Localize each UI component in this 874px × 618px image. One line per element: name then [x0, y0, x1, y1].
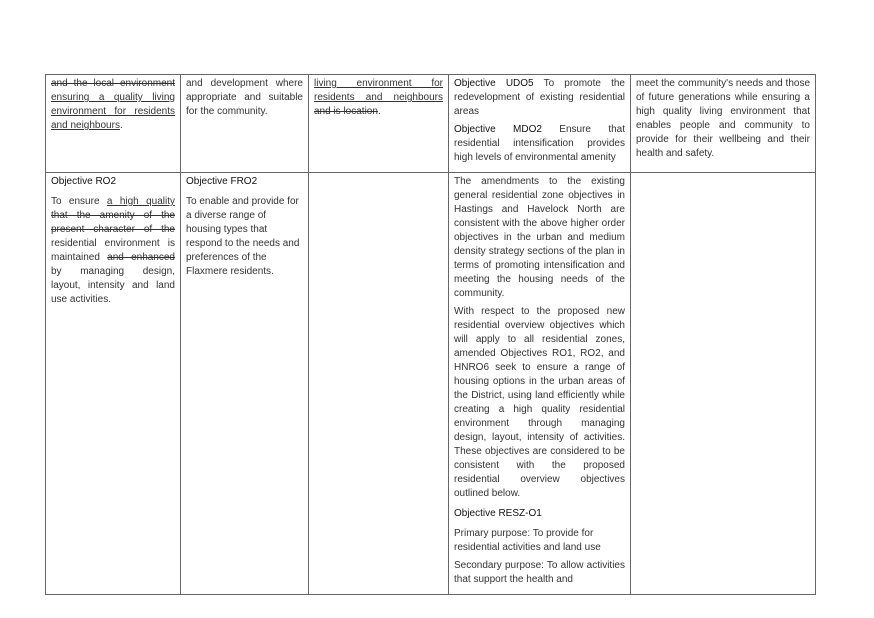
paragraph: With respect to the proposed new residential overview objectives which will apply to all residential zones, amended Objectives RO1, RO2, and HNRO6 seek to ensure a range of housing options in the urban areas of the District, using land efficiently while creating a high quality residential environment through managing design, layout, intensity of activities. These objectives are considered to be consistent with the proposed residential overview objectives outlined below.	[454, 306, 625, 499]
table-row	[46, 173, 816, 595]
objective-text: To promote the redevelopment of existing residential areas	[454, 78, 625, 117]
cell-text: and development where appropriate and suitable for the community.	[186, 78, 303, 117]
objective-body: To enable and provide for a diverse range of housing types that respond to the needs and preferences of the Flaxmere residents.	[186, 196, 300, 277]
inserted-text: living environment for residents and neighbours	[314, 78, 443, 103]
body-text: by managing design, layout, intensity and land use activities.	[51, 266, 175, 305]
body-text: To ensure	[51, 196, 100, 207]
objective-heading: Objective RO2	[51, 176, 117, 187]
objective-heading: Objective FRO2	[186, 176, 258, 187]
table-cell	[181, 75, 309, 173]
body-text: residential environment is maintained	[51, 238, 175, 263]
table-cell	[46, 173, 181, 595]
objective-heading: Objective RESZ-O1	[454, 508, 542, 519]
objectives-table	[45, 74, 816, 595]
trailing-text: .	[119, 120, 123, 131]
table-cell	[46, 75, 181, 173]
objective-heading: Objective MDO2	[454, 124, 542, 135]
table-cell	[181, 173, 309, 595]
struck-text: and enhanced	[107, 252, 175, 263]
objective-text: Ensure that residential intensification provides high levels of environmental amenity	[454, 124, 626, 163]
table-row	[46, 75, 816, 173]
paragraph: Primary purpose: To provide for residential activities and land use	[454, 528, 601, 553]
paragraph: Secondary purpose: To allow activities that support the health and	[454, 560, 625, 585]
objective-body	[51, 195, 175, 307]
paragraph: The amendments to the existing general residential zone objectives in Hastings and Havelock North are consistent with the above higher order objectives in the urban and medium density strategy sections of the plan in terms of promoting intensification and meeting the housing needs of the community.	[454, 176, 625, 299]
inserted-text: ensuring a quality living environment for residents and neighbours	[51, 92, 175, 131]
trailing-text: .	[377, 106, 381, 117]
objective-udo5	[454, 77, 625, 119]
table-cell	[631, 173, 816, 595]
table-cell	[449, 173, 631, 595]
struck-text: and the local environment	[51, 78, 175, 89]
inserted-text: a high quality	[106, 196, 176, 207]
objective-heading: Objective UDO5	[454, 78, 534, 89]
table-cell	[449, 75, 631, 173]
table-cell	[631, 75, 816, 173]
struck-text: and is location	[314, 106, 378, 117]
table-cell	[309, 75, 449, 173]
cell-text: meet the community's needs and those of future generations while ensuring a high quality living environment that enables people and community to provide for their wellbeing and their health and safety.	[636, 78, 810, 159]
table-cell	[309, 173, 449, 595]
objective-mdo2	[454, 123, 625, 165]
struck-text: that the amenity of the present character of the	[51, 210, 175, 235]
